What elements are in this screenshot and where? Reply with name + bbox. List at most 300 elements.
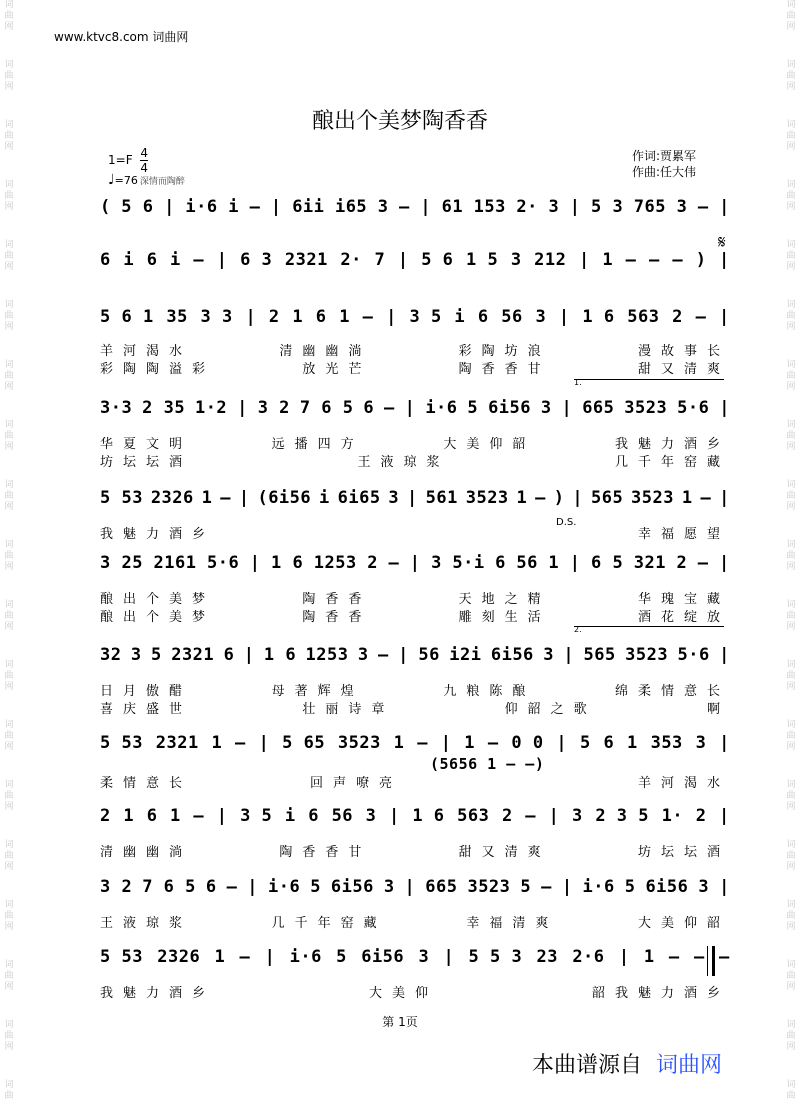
lyric-segment: 我魅力酒乡 [614,437,730,452]
lyric-segment: 清幽幽淌 [279,344,372,359]
watermark-char: 网 [4,1042,14,1052]
watermark-char: 词 [4,120,14,130]
note-group: i·6 i [185,197,240,217]
watermark-char: 网 [4,82,14,92]
watermark-char: 曲 [4,1091,14,1101]
lyric-segment: 陶香香甘 [279,845,372,860]
note-group: 2 [695,806,707,826]
barline: | [258,733,270,753]
note-group: 5 53 [100,947,143,967]
note-group: 5 6 1 [100,307,154,327]
watermark-char: 曲 [4,731,14,741]
watermark-char: 网 [786,742,796,752]
watermark-char: 曲 [4,431,14,441]
watermark-char: 网 [4,22,14,32]
note-group: – [693,947,705,967]
ds-mark: D.S. [556,517,577,528]
segment-mark-1: 1. [574,378,582,387]
watermark-char: 网 [4,802,14,812]
note-group: – [226,877,238,897]
note-group: 212 [534,250,567,270]
note-group: 2321 [284,250,328,270]
note-group: i [454,307,466,327]
note-group: 3523 [465,488,509,508]
barline: | [245,307,257,327]
tempo-hint: 深情而陶醉 [139,177,185,187]
page-number: 第 1页 [382,1015,418,1029]
barline: | [719,553,730,573]
note-group: 0 0 [511,733,544,753]
watermark-char: 词 [4,60,14,70]
time-bottom: 4 [140,161,149,175]
barline: | [719,645,730,665]
watermark-char: 词 [786,0,796,10]
note-group: 2 35 [142,398,186,418]
watermark-char: 词 [786,960,796,970]
watermark-char: 词 [4,1080,14,1090]
watermark-char: 词 [786,1020,796,1030]
source-text: 本曲谱源自 [532,1053,643,1078]
watermark-char: 网 [4,322,14,332]
watermark-right [784,0,798,1112]
watermark-char: 词 [786,420,796,430]
watermark-char: 词 [4,540,14,550]
lyric-line [100,982,730,1001]
watermark-char: 网 [4,202,14,212]
watermark-char: 词 [4,240,14,250]
barline: | [247,877,259,897]
watermark-char: 曲 [786,11,796,21]
barline: | [404,877,416,897]
note-group: 1 5 [466,250,499,270]
note-group: – [525,806,537,826]
note-group: 2326 [150,488,194,508]
lyric-segment: 母著辉煌 [271,684,364,699]
barline: | [407,488,418,508]
note-group: 1 [393,733,405,753]
watermark-char: 词 [786,540,796,550]
note-group: 6 [205,877,217,897]
note-group: 2321 [171,645,215,665]
note-group: 1 [516,488,528,508]
note-group: 2 [268,307,280,327]
note-group: 3 [357,645,369,665]
note-group: 3 [418,947,430,967]
note-group: 6 5 [590,553,624,573]
watermark-char: 网 [786,322,796,332]
alternate-ending: (5656 1 – –) [430,755,545,773]
score-row [100,398,730,424]
watermark-char: 词 [4,420,14,430]
barline: | [404,398,416,418]
watermark-char: 词 [4,1020,14,1030]
note-group: 3 [676,197,688,217]
note-group: 3 [695,733,707,753]
note-group: 3523 [625,645,669,665]
note-group: 61 [441,197,464,217]
note-group: 3 3 [200,307,233,327]
note-group: 1 [292,307,304,327]
note-group: 565 [583,645,616,665]
lyric-segment: 几千年窑藏 [271,916,387,931]
note-group: 5 3 [591,197,624,217]
barline: | [443,947,455,967]
note-group: i [170,250,181,270]
note-group: – [535,488,546,508]
lyric-line [100,523,730,542]
note-group: 1 [211,733,223,753]
note-group: – [417,733,428,753]
segment-line-2 [574,626,724,627]
watermark-char: 网 [786,202,796,212]
note-group: 6 [495,553,506,573]
note-group: 5 [151,645,162,665]
barline: | [270,197,282,217]
lyric-segment: 王液琼浆 [357,455,450,470]
lyric-segment: 天地之精 [458,592,551,607]
watermark-char: 曲 [786,131,796,141]
watermark-char: 词 [786,60,796,70]
note-group: – [697,197,709,217]
note-group: i [284,806,296,826]
note-group: 321 [633,553,666,573]
note-group: 3 [130,645,142,665]
watermark-char: 词 [786,660,796,670]
lyric-segment: 喜庆盛世 [100,702,193,717]
credits [632,148,696,180]
lyric-segment: 几千年窑藏 [614,455,730,470]
note-group: 1 [643,947,655,967]
note-group: 5 53 [100,733,143,753]
barline: | [561,877,573,897]
note-group: 3 5 [240,806,273,826]
watermark-char: 网 [786,82,796,92]
score-row [100,733,730,773]
note-group: 3523 [337,733,381,753]
source-brand-link[interactable]: 词曲网 [656,1053,723,1078]
watermark-char: 词 [4,180,14,190]
barline: | [719,806,730,826]
note-group: 35 [166,307,188,327]
note-group: 1 [627,733,638,753]
note-group: 6i56 [361,947,405,967]
watermark-char: 曲 [4,491,14,501]
watermark-char: 曲 [4,131,14,141]
note-group: 1253 [313,553,357,573]
note-group: 3523 [467,877,511,897]
key-signature [108,146,148,175]
note-group: 2 [676,553,688,573]
barline: | [569,553,581,573]
note-group: 3523 [624,398,668,418]
watermark-char: 曲 [4,311,14,321]
watermark-char: 曲 [4,851,14,861]
barline: | [719,307,730,327]
barline: | [397,250,409,270]
note-group: 23 [536,947,559,967]
note-group: i·6 [582,877,615,897]
note-group: 2· [340,250,362,270]
watermark-char: 曲 [4,71,14,81]
note-group: 3 2 [100,877,133,897]
barline: | [249,553,261,573]
note-group: i·6 [268,877,301,897]
score-row [100,947,730,973]
note-group: 1 [681,488,693,508]
note-group: 1 6 [271,553,304,573]
lyric-segment: 羊河渴水 [637,776,730,791]
note-group: 6 [146,250,158,270]
lyric-segment: 清幽幽淌 [100,845,193,860]
note-group: 6i56 [645,877,689,897]
note-group: 3 [431,553,442,573]
barline: | [388,806,400,826]
score-row [100,232,730,276]
note-group: 1·2 [194,398,228,418]
barline: | [719,197,730,217]
watermark-char: 网 [786,142,796,152]
note-group: ) [553,488,565,508]
lyric-segment: 华瑰宝藏 [637,592,730,607]
note-group: – [399,197,410,217]
note-group: 3 [377,197,389,217]
barline: | [719,877,730,897]
score-row [100,307,730,333]
note-group: 5·6 [677,645,710,665]
note-group: 2321 [155,733,199,753]
watermark-char: 词 [4,480,14,490]
watermark-char: 词 [4,720,14,730]
watermark-char: 曲 [786,491,796,501]
quarter-note-icon: ♩ [108,172,115,188]
note-group: 1 [201,488,213,508]
lyric-segment: 陶香香甘 [458,362,551,377]
note-group: ) [695,250,707,270]
note-group: 565 [590,488,624,508]
site-header: www.ktvc8.com 词曲网 [54,30,189,44]
note-group: 765 [633,197,667,217]
lyric-line [100,912,730,931]
note-group: 3·3 [100,398,133,418]
watermark-left [2,0,16,1112]
barline: | [556,733,568,753]
note-group: – [249,197,261,217]
note-group: – [625,250,637,270]
note-group: i [319,488,330,508]
note-group: 2 [672,307,683,327]
lyric-segment: 酿出个美梦 [100,610,216,625]
barline: | [398,645,409,665]
watermark-char: 词 [786,900,796,910]
note-group: 1 [602,250,614,270]
note-group: 7 6 5 [299,398,354,418]
note-group: 2 [501,806,513,826]
barline: | [237,398,248,418]
watermark-char: 曲 [4,611,14,621]
watermark-char: 曲 [786,911,796,921]
barline: | [563,645,575,665]
watermark-char: 曲 [786,611,796,621]
note-group: 2326 [157,947,201,967]
note-group: 6i65 [337,488,381,508]
segno-icon: 𝄋 [718,232,727,253]
watermark-char: 曲 [786,551,796,561]
lyric-line [100,451,730,470]
lyric-line [100,680,730,699]
watermark-char: 词 [786,600,796,610]
note-group: 1 [214,947,226,967]
note-group: 2 3 5 [595,806,650,826]
note-group: 3 5 [409,307,442,327]
watermark-char: 网 [4,562,14,572]
score-row [100,806,730,832]
watermark-char: 词 [4,600,14,610]
page-title: 酿出个美梦陶香香 [311,109,488,134]
watermark-char: 曲 [4,971,14,981]
watermark-char: 词 [786,840,796,850]
lyric-segment: 我魅力酒乡 [100,527,216,542]
watermark-char: 曲 [786,311,796,321]
lyric-segment: 甜又清爽 [637,362,730,377]
lyric-segment: 远播四方 [271,437,364,452]
barline: | [409,553,421,573]
watermark-char: 词 [786,1080,796,1090]
watermark-char: 网 [4,382,14,392]
note-group: – [235,733,246,753]
tempo-value: =76 [114,174,138,187]
barline: | [548,806,560,826]
lyric-segment: 放光芒 [302,362,372,377]
note-group: 2 [100,806,111,826]
composer: 作曲:任大伟 [632,165,697,179]
note-group: 2· [516,197,538,217]
key-label: 1=F [108,153,133,167]
lyric-segment: 大美仰 [368,986,438,1001]
watermark-char: 曲 [4,11,14,21]
watermark-char: 网 [786,1042,796,1052]
barline: | [569,197,581,217]
note-group: 5 5 3 [468,947,523,967]
watermark-char: 词 [4,300,14,310]
score-row [100,553,730,579]
watermark-char: 词 [4,360,14,370]
note-group: – [649,250,660,270]
watermark-char: 词 [786,120,796,130]
note-group: i65 [334,197,368,217]
lyric-segment: 壮丽诗章 [302,702,395,717]
note-group: 1 [464,733,476,753]
watermark-char: 曲 [4,791,14,801]
note-group: 1 [170,806,181,826]
watermark-char: 网 [786,382,796,392]
score-row [100,197,730,223]
note-group: 6 [223,645,235,665]
watermark-char: 词 [4,900,14,910]
note-group: 563 [457,806,490,826]
barline: | [238,488,250,508]
note-group: 153 [473,197,506,217]
note-group: 6i56 [490,645,534,665]
note-group: – [541,877,552,897]
lyric-segment: 幸福清爽 [466,916,559,931]
note-group: 5·6 [206,553,240,573]
note-group: 3 [543,645,554,665]
watermark-char: 曲 [786,971,796,981]
note-group: – [384,398,395,418]
note-group: 56 [516,553,538,573]
lyric-line [100,698,730,717]
barline: | [243,645,255,665]
note-group: 3 [365,806,377,826]
lyric-segment: 陶香香 [302,610,372,625]
watermark-char: 词 [786,240,796,250]
lyric-segment: 漫故事长 [637,344,730,359]
note-group: 1 [339,307,350,327]
lyric-segment: 九粮陈酿 [443,684,536,699]
barline: | [558,307,570,327]
watermark-char: 曲 [4,671,14,681]
note-group: 5 6 [121,197,154,217]
note-group: 56 [418,645,440,665]
note-group: 5 53 [100,488,143,508]
watermark-char: 曲 [4,251,14,261]
note-group: 6ii [292,197,325,217]
tempo-mark [108,172,185,188]
watermark-char: 网 [786,922,796,932]
watermark-char: 曲 [786,71,796,81]
watermark-char: 曲 [4,1031,14,1041]
watermark-char: 网 [4,682,14,692]
lyric-line [100,772,730,791]
note-group: 5 65 [282,733,326,753]
watermark-char: 词 [4,660,14,670]
score-row [100,488,730,514]
watermark-char: 网 [786,262,796,272]
note-group: 3 [383,877,395,897]
note-group: 6 [477,307,489,327]
lyric-segment: 日月傲醋 [100,684,193,699]
note-group: i·6 [289,947,322,967]
barline: | [572,488,584,508]
watermark-char: 曲 [786,371,796,381]
note-group: 665 [582,398,615,418]
watermark-char: 网 [786,862,796,872]
segment-line-1 [574,379,724,380]
note-group: 2 [367,553,378,573]
source-note [532,1048,722,1079]
barline: | [216,250,228,270]
note-group: 1 6 [412,806,445,826]
note-group: – [193,250,205,270]
lyric-segment: 陶香香 [302,592,372,607]
final-barline [707,946,715,976]
lyric-segment: 羊河渴水 [100,344,193,359]
note-group: 5 [579,733,591,753]
note-group: 6 [308,806,319,826]
note-group: – [378,645,389,665]
watermark-char: 词 [4,0,14,10]
note-group: – [672,250,684,270]
note-group: 5 [624,877,636,897]
watermark-char: 曲 [786,191,796,201]
lyric-segment: 酒花绽放 [637,610,730,625]
lyric-segment: 酿出个美梦 [100,592,216,607]
lyric-segment: 啊 [706,702,730,717]
lyric-segment: 仰韶之歌 [504,702,597,717]
watermark-char: 网 [786,562,796,572]
watermark-char: 词 [786,480,796,490]
watermark-char: 网 [786,802,796,812]
